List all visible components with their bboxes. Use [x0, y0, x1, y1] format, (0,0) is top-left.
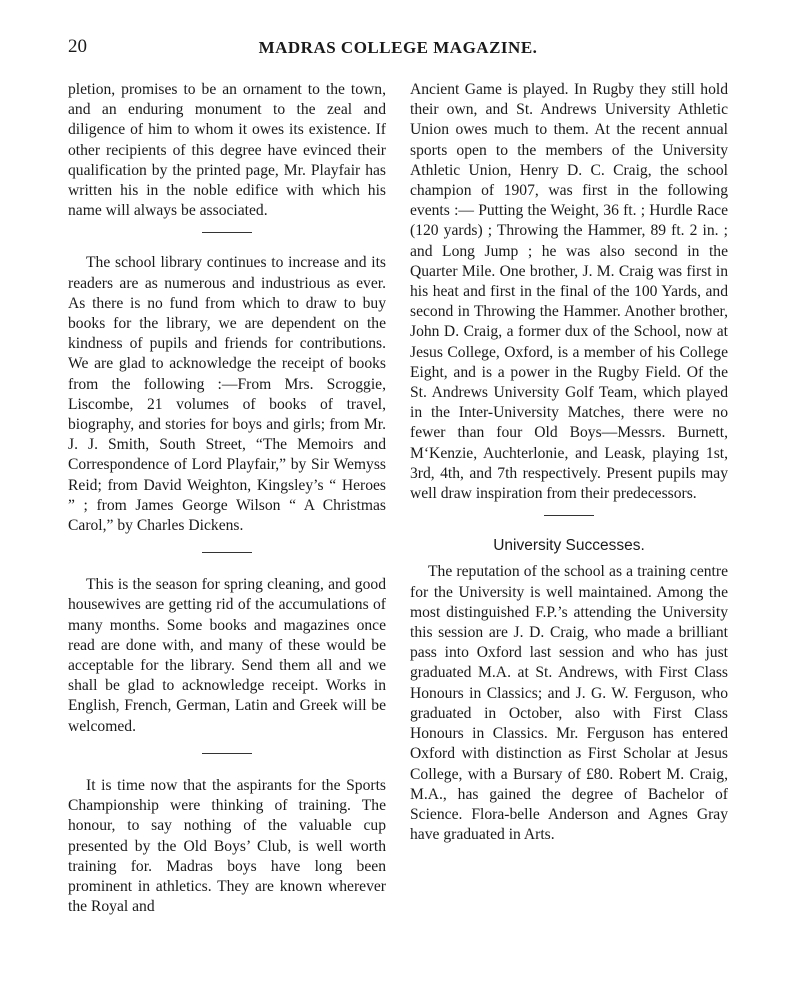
paragraph-playfair-continued: pletion, promises to be an ornament to the town, and an enduring monument to the zeal and diligence of him to whom it owes its existence. If other recipients of this degree have evinced their qualification by the printed page, Mr. Playfair has written his in the noble edifice with which his name will always be associated.: [68, 81, 386, 220]
section-divider: [202, 232, 252, 233]
section-divider: [544, 515, 594, 516]
section-divider: [202, 753, 252, 754]
page-header: [68, 36, 728, 62]
section-divider: [202, 552, 252, 553]
magazine-title: MADRAS COLLEGE MAGAZINE.: [258, 38, 538, 57]
paragraph-school-library: The school library continues to increase and its readers are as numerous and industrious as ever. As there is no fund from which to draw to buy books for the library, we are dependent on the kindness of pupils and friends for contributions. We are glad to acknowledge the receipt of books from the following :—From Mrs. Scroggie, Liscombe, 21 volumes of books of travel, biography, and stories for boys and girls; from Mr. J. J. Smith, South Street, “The Memoirs and Correspondence of Lord Playfair,” by Sir Wemyss Reid; from David Weighton, Kingsley’s “ Heroes ” ; from James George Wilson “ A Christmas Carol,” by Charles Dickens.: [68, 254, 386, 535]
section-heading-university-successes: University Successes.: [493, 537, 645, 555]
paragraph-university-successes: The reputation of the school as a training centre for the University is well maintained. Among the most distinguished F.P.’s attending the University this session are J. D. Craig, who made a brilliant pass into Oxford last session and who has just graduated M.A. at St. Andrews, with First Class Honours in Classics; and J. G. W. Ferguson, who graduated in October, also with First Class Honours in Classics. Mr. Ferguson has entered Oxford with distinction as First Scholar at Jesus College, with a Bursary of £80. Robert M. Craig, M.A., has gained the degree of Bachelor of Science. Flora-belle Anderson and Agnes Gray have graduated in Arts.: [410, 563, 728, 844]
paragraph-athletics-continued: Ancient Game is played. In Rugby they still hold their own, and St. Andrews University Athletic Union owes much to them. At the recent annual sports open to the members of the University Athletic Union, Henry D. C. Craig, the school champion of 1907, was first in the following events :— Putting the Weight, 36 ft. ; Hurdle Race (120 yards) ; Throwing the Hammer, 89 ft. 2 in. ; and Long Jump ; he was also second in the Quarter Mile. One brother, J. M. Craig was first in his heat and first in the final of the 100 Yards, and second in Throwing the Hammer. Another brother, John D. Craig, a former dux of the School, now at Jesus College, Oxford, is a member of his College Eight, and is a power in the Rugby Field. Of the St. Andrews University Golf Team, which played in the Inter-University Matches, there were no fewer than four Old Boys—Messrs. Burnett, M‘Kenzie, Auchterlonie, and Leask, playing 1st, 3rd, 4th, and 7th respectively. Present pupils may well draw inspiration from their predecessors.: [410, 81, 728, 503]
paragraph-spring-cleaning: This is the season for spring cleaning, and good housewives are getting rid of the accumulations of many months. Some books and magazines once read are done with, and many of these would be acceptable for the library. Send them all and we shall be glad to acknowledge receipt. Works in English, French, German, Latin and Greek will be welcomed.: [68, 576, 386, 735]
paragraph-sports-championship: It is time now that the aspirants for the Sports Championship were thinking of training. The honour, to say nothing of the valuable cup presented by the Old Boys’ Club, is well worth training for. Madras boys have long been prominent in athletics. They are known wherever the Royal and: [68, 776, 386, 916]
page-number: 20: [68, 36, 87, 57]
right-column: [410, 80, 728, 845]
left-column: [68, 80, 386, 917]
